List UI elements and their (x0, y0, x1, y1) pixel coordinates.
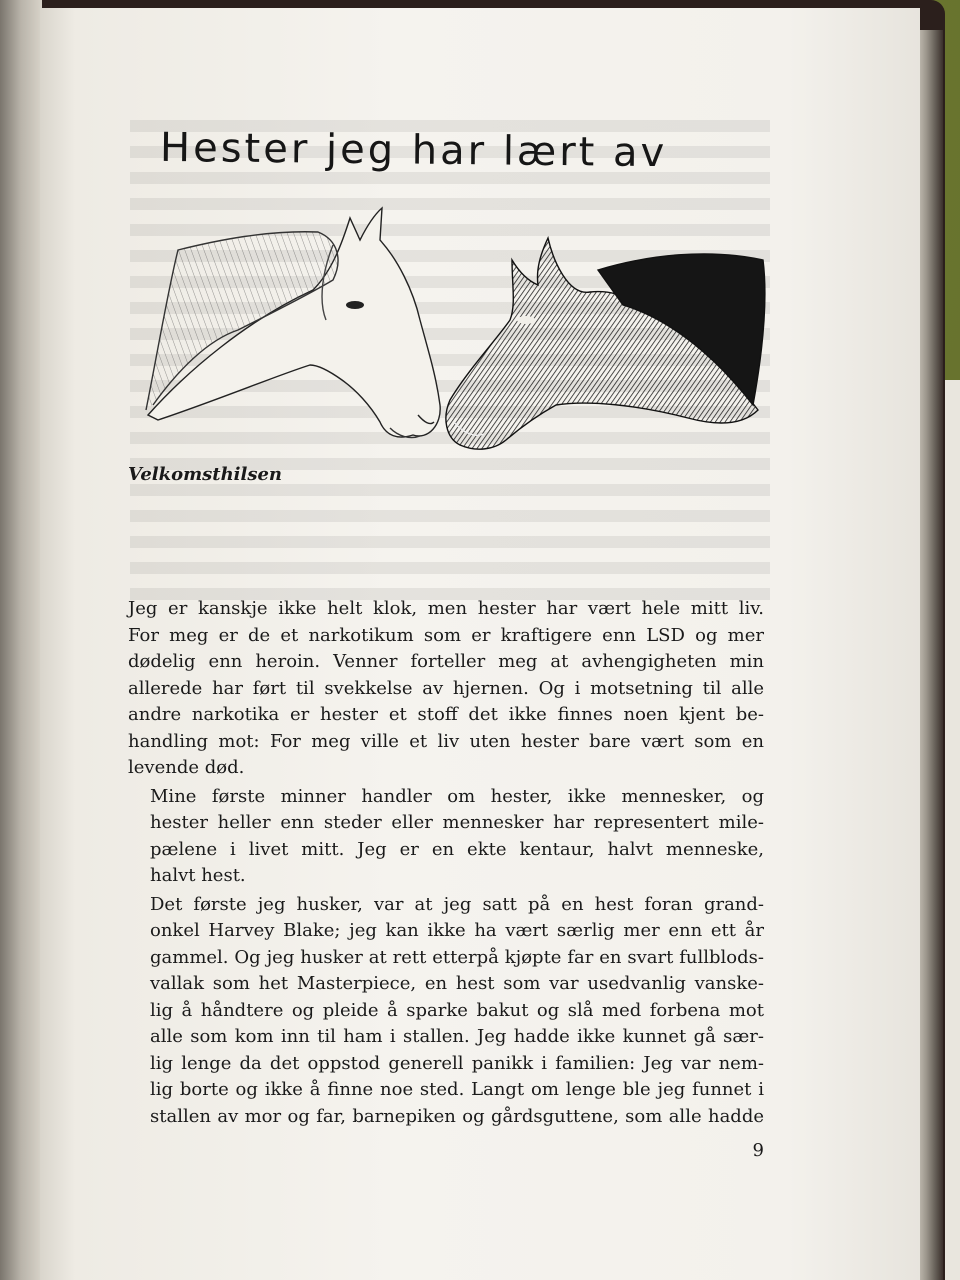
text-line: lig borte og ikke å finne noe sted. Langt om lenge ble jeg funnet i (150, 1079, 764, 1100)
light-horse (146, 208, 440, 438)
section-subtitle: Velkomsthilsen (128, 464, 283, 485)
text-line: Jeg er kanskje ikke helt klok, men hester har vært hele mitt liv. (128, 598, 764, 619)
left-page-edge (0, 0, 42, 1280)
paragraph (128, 892, 764, 1131)
text-line: Det første jeg husker, var at jeg satt på en hest foran grand- (150, 893, 764, 915)
dark-horse (446, 238, 765, 449)
chapter-title: Hester jeg har lært av (159, 124, 668, 177)
text-line: halvt hest. (150, 865, 246, 886)
text-line: andre narkotika er hester et stoff det ikke finnes noen kjent be- (128, 704, 764, 725)
paragraph (128, 596, 764, 782)
two-horses-illustration (128, 200, 768, 462)
text-line: handling mot: For meg ville et liv uten hester bare vært som en (128, 730, 764, 752)
page-number: 9 (752, 1140, 764, 1161)
paragraph (128, 784, 764, 890)
text-line: For meg er de et narkotikum som er kraftigere enn LSD og mer (128, 624, 764, 646)
text-line: onkel Harvey Blake; jeg kan ikke ha vært særlig mer enn ett år (150, 920, 764, 941)
text-line: dødelig enn heroin. Venner forteller meg at avhengigheten min (128, 651, 764, 672)
text-line: allerede har ført til svekkelse av hjernen. Og i motsetning til alle (128, 677, 764, 699)
text-line: stallen av mor og far, barnepiken og gårdsguttene, som alle hadde (150, 1105, 764, 1127)
text-line: lig å håndtere og pleide å sparke bakut og slå med forbena mot (150, 999, 764, 1021)
body-text (128, 596, 764, 1130)
text-line: vallak som het Masterpiece, en hest som var usedvanlig vanske- (150, 973, 764, 994)
text-line: hester heller enn steder eller mennesker har representert mile- (150, 812, 764, 833)
text-line: alle som kom inn til ham i stallen. Jeg hadde ikke kunnet gå sær- (150, 1026, 764, 1047)
text-line: lig lenge da det oppstod generell panikk i familien: Jeg var nem- (150, 1052, 764, 1074)
text-line: levende død. (128, 757, 245, 778)
text-line: Mine første minner handler om hester, ikke mennesker, og (150, 785, 764, 807)
text-line: gammel. Og jeg husker at rett etterpå kjøpte far en svart fullblods- (150, 946, 764, 968)
text-line: pælene i livet mitt. Jeg er en ekte kentaur, halvt menneske, (150, 838, 764, 860)
